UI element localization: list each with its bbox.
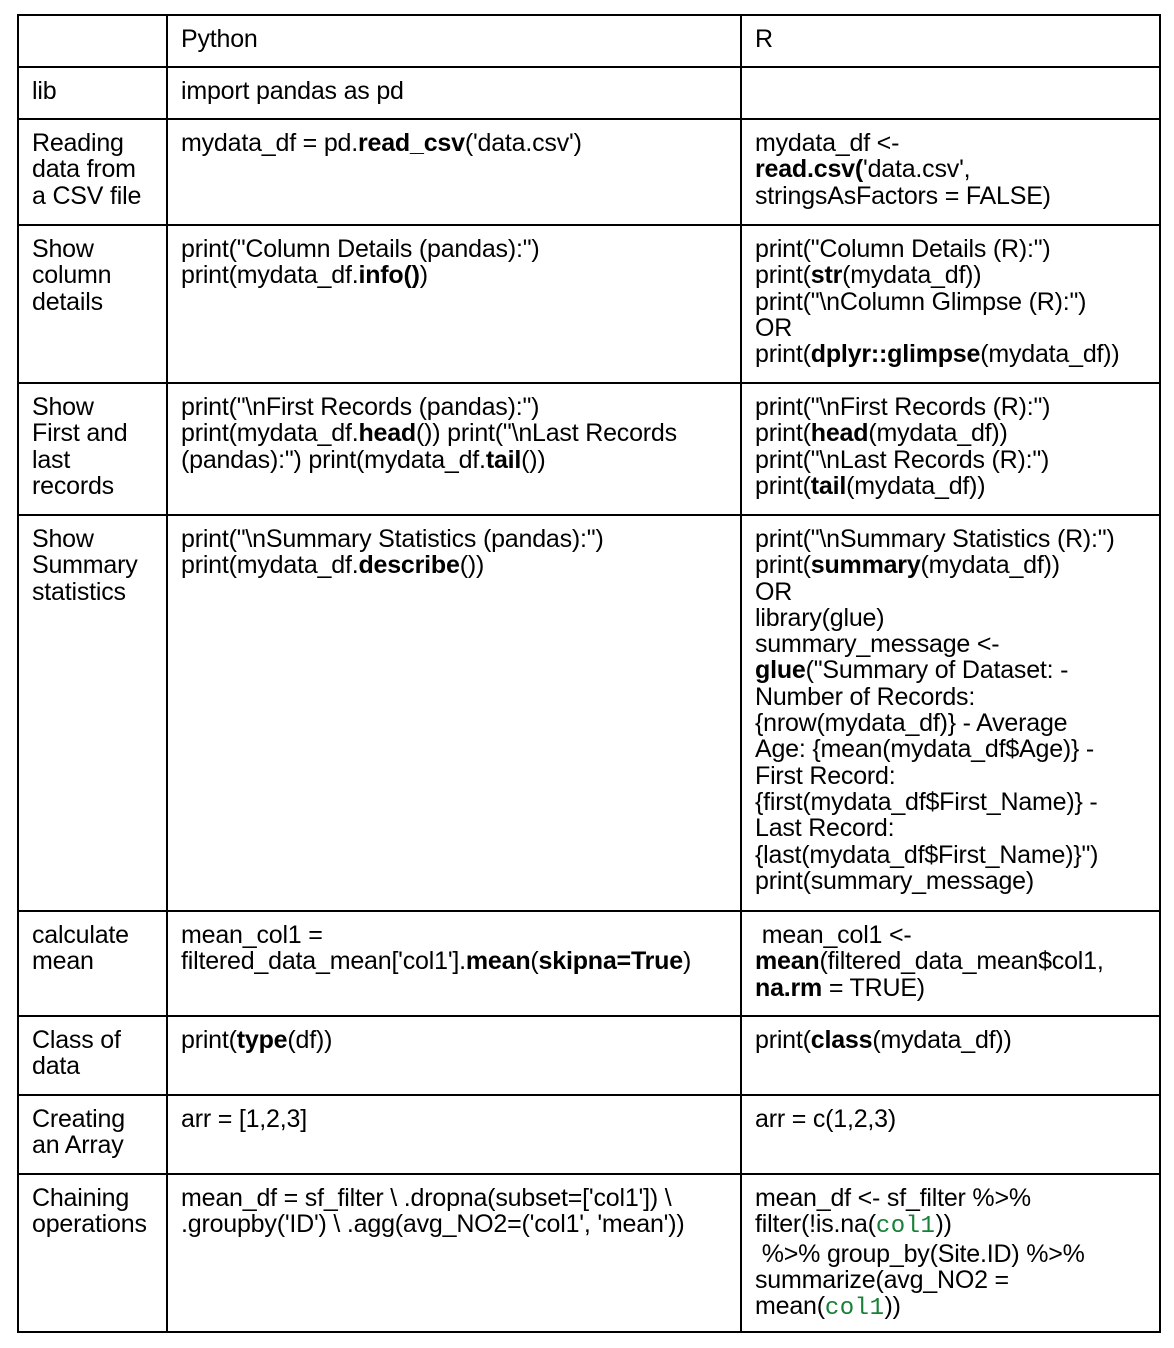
row-column-details — [18, 225, 1160, 383]
comparison-table — [17, 14, 1161, 1333]
python-cell — [167, 383, 741, 515]
code-line: summarize(avg_NO2 = — [755, 1265, 1009, 1294]
code-line: mean(col1)) — [755, 1292, 901, 1323]
code-line: filtered_data_mean['col1'].mean(skipna=True) — [181, 947, 692, 976]
label-line: Chaining — [32, 1184, 130, 1212]
code-line: print(mydata_df.info()) — [181, 261, 428, 290]
label-line: Show — [32, 235, 94, 263]
python-cell — [167, 515, 741, 911]
label-line: last — [32, 445, 71, 474]
code-line: mean_df = sf_filter \ .dropna(subset=['col1']) \ — [181, 1184, 672, 1212]
code-line: print("\nSummary Statistics (R):") — [755, 525, 1115, 553]
code-line: print("\nColumn Glimpse (R):") — [755, 287, 1087, 316]
r-cell — [741, 911, 1160, 1016]
label-line: operations — [32, 1210, 147, 1239]
python-cell: arr = [1,2,3] — [167, 1095, 741, 1174]
r-cell — [741, 1016, 1160, 1095]
row-lib — [18, 67, 1160, 119]
r-cell — [741, 67, 1160, 119]
row-summary-statistics — [18, 515, 1160, 911]
code-line: print(mydata_df.head()) print("\nLast Records — [181, 419, 677, 448]
row-creating-array — [18, 1095, 1160, 1174]
r-cell — [741, 1174, 1160, 1332]
python-cell — [167, 1016, 741, 1095]
code-line: mean_df <- sf_filter %>% — [755, 1184, 1031, 1212]
row-label — [18, 911, 167, 1016]
code-line: Age: {mean(mydata_df$Age)} - — [755, 735, 1095, 764]
label-line: records — [32, 471, 114, 500]
label-line: statistics — [32, 577, 126, 606]
row-class-of-data — [18, 1016, 1160, 1095]
code-line: summary_message <- — [755, 630, 1000, 659]
r-cell — [741, 515, 1160, 911]
code-line: print(class(mydata_df)) — [755, 1026, 1012, 1054]
row-label: lib — [18, 67, 167, 119]
label-line: an Array — [32, 1131, 124, 1160]
code-line: .groupby('ID') \ .agg(avg_NO2=('col1', 'mean')) — [181, 1210, 685, 1239]
code-line: print(summary_message) — [755, 866, 1035, 895]
code-line: mean(filtered_data_mean$col1, — [755, 947, 1104, 976]
label-line: Summary — [32, 551, 138, 580]
row-label — [18, 1174, 167, 1332]
row-label — [18, 119, 167, 225]
label-line: calculate — [32, 921, 129, 949]
row-label — [18, 225, 167, 383]
code-line: mydata_df <- — [755, 129, 900, 157]
label-line: Show — [32, 393, 94, 421]
r-cell — [741, 119, 1160, 225]
python-cell: import pandas as pd — [167, 67, 741, 119]
label-line: Reading — [32, 129, 124, 157]
label-line: First and — [32, 419, 128, 448]
code-line: library(glue) — [755, 603, 885, 632]
label-line: data from — [32, 155, 136, 184]
python-cell — [167, 119, 741, 225]
header-python: Python — [167, 15, 741, 67]
code-line: {nrow(mydata_df)} - Average — [755, 709, 1068, 738]
r-cell — [741, 225, 1160, 383]
code-line: First Record: — [755, 761, 896, 790]
label-line: Creating — [32, 1105, 125, 1133]
python-cell — [167, 225, 741, 383]
code-line: print(type(df)) — [181, 1026, 333, 1054]
header-corner-cell — [18, 15, 167, 67]
code-line: print("Column Details (R):") — [755, 235, 1051, 263]
r-cell: arr = c(1,2,3) — [741, 1095, 1160, 1174]
label-line: column — [32, 261, 112, 290]
code-line: {last(mydata_df$First_Name)}") — [755, 840, 1099, 869]
code-line: print("\nLast Records (R):") — [755, 445, 1050, 474]
code-line: print(head(mydata_df)) — [755, 419, 1008, 448]
r-cell — [741, 383, 1160, 515]
label-line: mean — [32, 947, 94, 976]
label-line: Class of — [32, 1026, 121, 1054]
label-line: data — [32, 1052, 80, 1081]
code-line: print(dplyr::glimpse(mydata_df)) — [755, 340, 1120, 369]
code-line: print("\nFirst Records (R):") — [755, 393, 1051, 421]
code-line: Number of Records: — [755, 682, 976, 711]
code-line: %>% group_by(Site.ID) %>% — [755, 1239, 1085, 1268]
code-line: print(mydata_df.describe()) — [181, 551, 485, 580]
label-line: a CSV file — [32, 181, 142, 210]
code-line: filter(!is.na(col1)) — [755, 1210, 952, 1241]
code-line: print(str(mydata_df)) — [755, 261, 982, 290]
header-r: R — [741, 15, 1160, 67]
code-line: print("\nFirst Records (pandas):") — [181, 393, 540, 421]
code-line: Last Record: — [755, 814, 895, 843]
code-line: na.rm = TRUE) — [755, 973, 925, 1002]
row-calculate-mean — [18, 911, 1160, 1016]
code-line: mydata_df = pd.read_csv('data.csv') — [181, 129, 582, 157]
row-label — [18, 515, 167, 911]
code-line: print(summary(mydata_df)) — [755, 551, 1060, 580]
code-line: stringsAsFactors = FALSE) — [755, 181, 1051, 210]
code-line: print("\nSummary Statistics (pandas):") — [181, 525, 604, 553]
label-line: details — [32, 287, 103, 316]
row-label — [18, 1095, 167, 1174]
code-line: (pandas):") print(mydata_df.tail()) — [181, 445, 546, 474]
code-line: read.csv('data.csv', — [755, 155, 971, 184]
code-line: OR — [755, 577, 793, 606]
row-read-csv — [18, 119, 1160, 225]
row-first-last — [18, 383, 1160, 515]
python-cell — [167, 1174, 741, 1332]
code-line: mean_col1 = — [181, 921, 323, 949]
code-line: print(tail(mydata_df)) — [755, 471, 986, 500]
code-line: {first(mydata_df$First_Name)} - — [755, 787, 1098, 816]
code-line: glue("Summary of Dataset: - — [755, 656, 1069, 685]
python-cell — [167, 911, 741, 1016]
code-line: OR — [755, 313, 793, 342]
row-label — [18, 1016, 167, 1095]
header-row — [18, 15, 1160, 67]
row-label — [18, 383, 167, 515]
row-chaining-operations — [18, 1174, 1160, 1332]
code-line: print("Column Details (pandas):") — [181, 235, 540, 263]
label-line: Show — [32, 525, 94, 553]
code-line: mean_col1 <- — [755, 921, 912, 949]
